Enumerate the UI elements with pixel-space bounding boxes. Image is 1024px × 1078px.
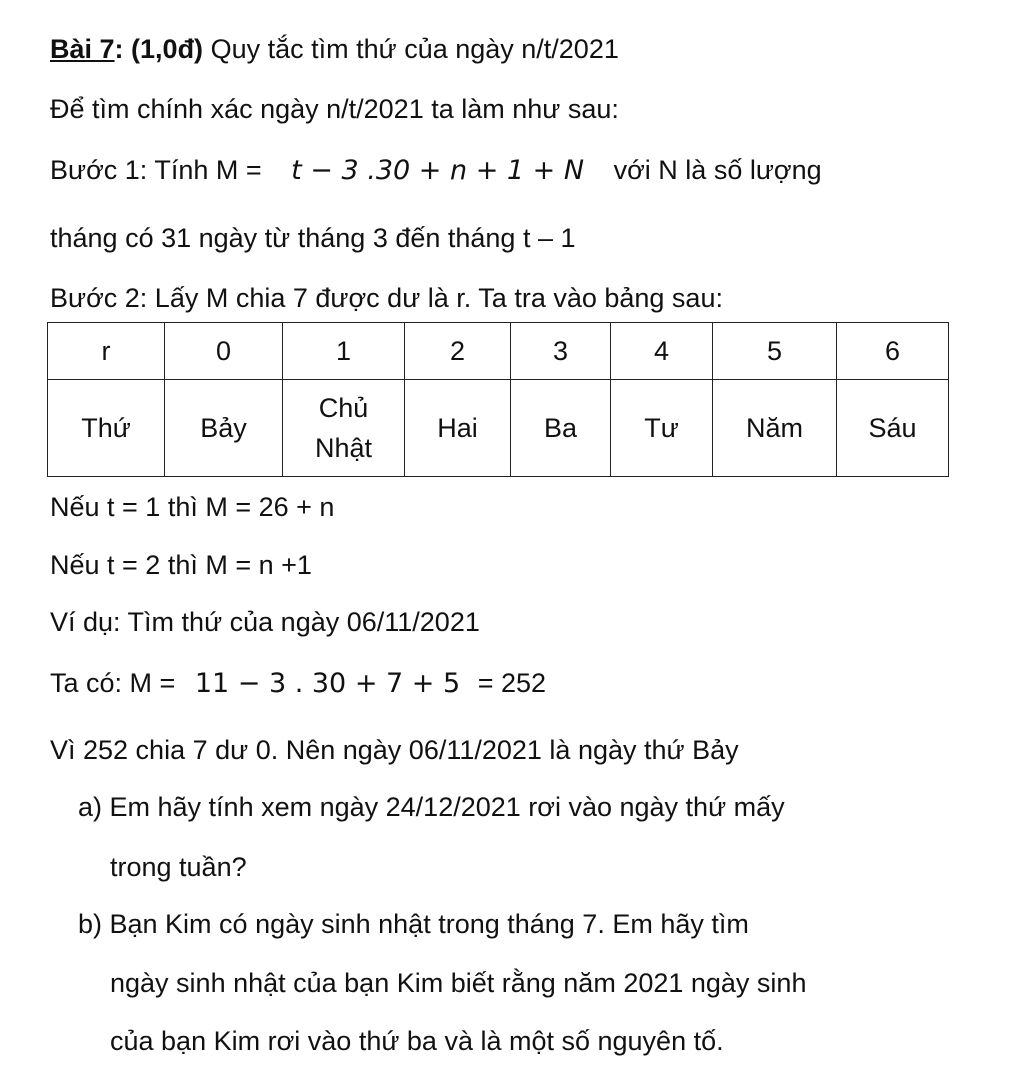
step2-text: Bước 2: Lấy M chia 7 được dư là r. Ta tra vào bảng sau: <box>50 283 723 313</box>
table-cell: 4 <box>611 323 713 380</box>
table-cell: 3 <box>511 323 611 380</box>
part-b-line3: của bạn Kim rơi vào thứ ba và là một số nguyên tố. <box>110 1026 724 1056</box>
table-cell: r <box>48 323 165 380</box>
table-cell: Thứ <box>48 380 165 477</box>
step1-continuation: tháng có 31 ngày từ tháng 3 đến tháng t – 1 <box>50 223 576 253</box>
table-cell: Hai <box>405 380 511 477</box>
table-cell: Tư <box>611 380 713 477</box>
exercise-title-text: Quy tắc tìm thứ của ngày n/t/2021 <box>203 34 619 64</box>
table-cell: Chủ Nhật <box>283 380 405 477</box>
rule-t2: Nếu t = 2 thì M = n +1 <box>50 550 312 580</box>
weekday-table <box>47 322 949 477</box>
exercise-title <box>50 32 619 66</box>
part-b-line2: ngày sinh nhật của bạn Kim biết rằng năm 2021 ngày sinh <box>110 968 807 998</box>
step1-prefix: Bước 1: Tính M = <box>50 155 262 185</box>
table-cell: Năm <box>713 380 837 477</box>
example-prefix: Ta có: M = <box>50 668 176 698</box>
part-b-line1: b) Bạn Kim có ngày sinh nhật trong tháng 7. Em hãy tìm <box>78 909 749 939</box>
example-calc <box>50 666 546 701</box>
table-cell: Ba <box>511 380 611 477</box>
table-cell: 1 <box>283 323 405 380</box>
table-row <box>48 380 949 477</box>
step1-suffix: với N là số lượng <box>613 155 822 185</box>
table-cell: 5 <box>713 323 837 380</box>
rule-t1: Nếu t = 1 thì M = 26 + n <box>50 492 335 522</box>
step1-formula: t − 3 .30 + n + 1 + N <box>291 155 585 186</box>
example-formula: 11 − 3 . 30 + 7 + 5 <box>194 668 461 699</box>
exercise-points: : (1,0đ) <box>114 34 204 64</box>
part-a-line1: a) Em hãy tính xem ngày 24/12/2021 rơi vào ngày thứ mấy <box>78 792 785 822</box>
step1-line <box>50 153 956 188</box>
example-conclusion: Vì 252 chia 7 dư 0. Nên ngày 06/11/2021 là ngày thứ Bảy <box>50 735 739 765</box>
example-result: = 252 <box>477 668 547 698</box>
table-cell: 6 <box>837 323 949 380</box>
exercise-label: Bài 7 <box>50 34 115 64</box>
part-a-line2: trong tuần? <box>110 852 247 882</box>
example-question: Ví dụ: Tìm thứ của ngày 06/11/2021 <box>50 607 480 637</box>
table-cell: Bảy <box>165 380 283 477</box>
table-cell: 0 <box>165 323 283 380</box>
intro-text: Để tìm chính xác ngày n/t/2021 ta làm như sau: <box>50 94 619 124</box>
table-header-row <box>48 323 949 380</box>
table-cell: 2 <box>405 323 511 380</box>
table-cell: Sáu <box>837 380 949 477</box>
